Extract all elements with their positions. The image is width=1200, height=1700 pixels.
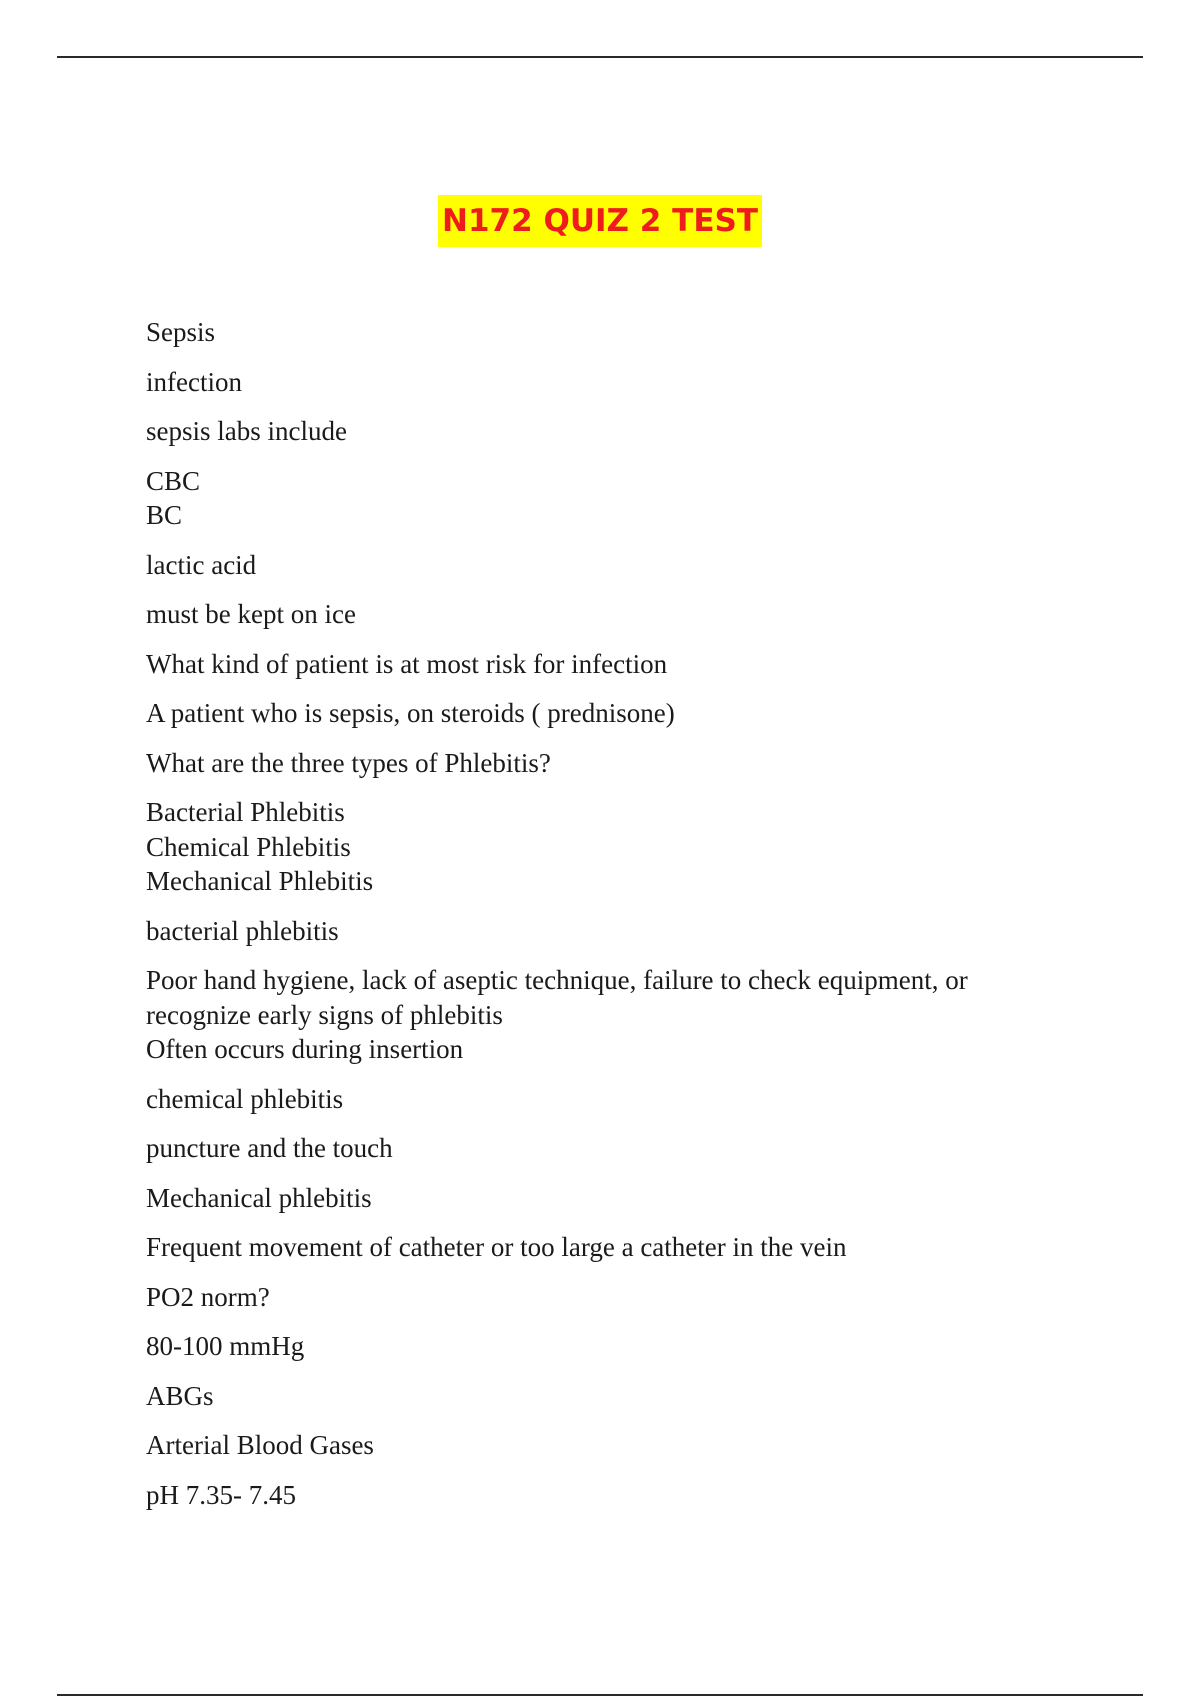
text-line: CBC bbox=[146, 465, 201, 496]
document-body bbox=[146, 315, 1046, 1527]
text-line: recognize early signs of phlebitis bbox=[146, 999, 503, 1030]
text-line: Frequent movement of catheter or too large a catheter in the vein bbox=[146, 1232, 847, 1262]
text-line: bacterial phlebitis bbox=[146, 915, 339, 946]
text-paragraph bbox=[146, 795, 1046, 899]
text-line: must be kept on ice bbox=[146, 599, 356, 629]
text-line: What kind of patient is at most risk for infection bbox=[146, 648, 668, 679]
text-line: lactic acid bbox=[146, 549, 257, 580]
text-paragraph bbox=[146, 414, 1046, 449]
title-container bbox=[0, 195, 1200, 247]
text-paragraph bbox=[146, 1428, 1046, 1463]
text-line: puncture and the touch bbox=[146, 1133, 393, 1163]
text-paragraph bbox=[146, 1181, 1046, 1216]
text-paragraph bbox=[146, 365, 1046, 400]
text-line: Mechanical phlebitis bbox=[146, 1182, 372, 1213]
text-paragraph bbox=[146, 1280, 1046, 1315]
text-paragraph bbox=[146, 963, 1046, 1067]
text-line: BC bbox=[146, 500, 183, 530]
text-line: What are the three types of Phlebitis? bbox=[146, 747, 551, 778]
document-title: N172 QUIZ 2 TEST bbox=[438, 195, 762, 247]
text-paragraph bbox=[146, 696, 1046, 731]
text-paragraph bbox=[146, 914, 1046, 949]
text-paragraph bbox=[146, 1379, 1046, 1414]
text-line: A patient who is sepsis, on steroids ( prednisone) bbox=[146, 698, 675, 728]
text-paragraph bbox=[146, 1230, 1046, 1265]
text-paragraph bbox=[146, 647, 1046, 682]
text-line: Arterial Blood Gases bbox=[146, 1430, 374, 1460]
text-line: infection bbox=[146, 366, 242, 397]
text-paragraph bbox=[146, 1082, 1046, 1117]
text-paragraph bbox=[146, 597, 1046, 632]
header-rule bbox=[57, 56, 1143, 58]
text-paragraph bbox=[146, 746, 1046, 781]
text-paragraph bbox=[146, 315, 1046, 350]
text-paragraph bbox=[146, 1478, 1046, 1513]
text-line: Often occurs during insertion bbox=[146, 1034, 464, 1064]
text-line: 80-100 mmHg bbox=[146, 1331, 305, 1361]
text-line: Poor hand hygiene, lack of aseptic technique, failure to check equipment, or bbox=[146, 965, 968, 995]
text-line: Chemical Phlebitis bbox=[146, 831, 351, 862]
text-line: PO2 norm? bbox=[146, 1281, 270, 1312]
text-paragraph bbox=[146, 464, 1046, 533]
text-line: ABGs bbox=[146, 1380, 214, 1411]
text-line: Bacterial Phlebitis bbox=[146, 797, 345, 827]
text-paragraph bbox=[146, 1329, 1046, 1364]
text-line: Mechanical Phlebitis bbox=[146, 866, 374, 896]
text-line: pH 7.35- 7.45 bbox=[146, 1479, 296, 1510]
text-paragraph bbox=[146, 548, 1046, 583]
text-line: sepsis labs include bbox=[146, 416, 347, 446]
text-line: Sepsis bbox=[146, 317, 216, 347]
footer-rule bbox=[57, 1694, 1143, 1696]
text-line: chemical phlebitis bbox=[146, 1083, 344, 1114]
text-paragraph bbox=[146, 1131, 1046, 1166]
